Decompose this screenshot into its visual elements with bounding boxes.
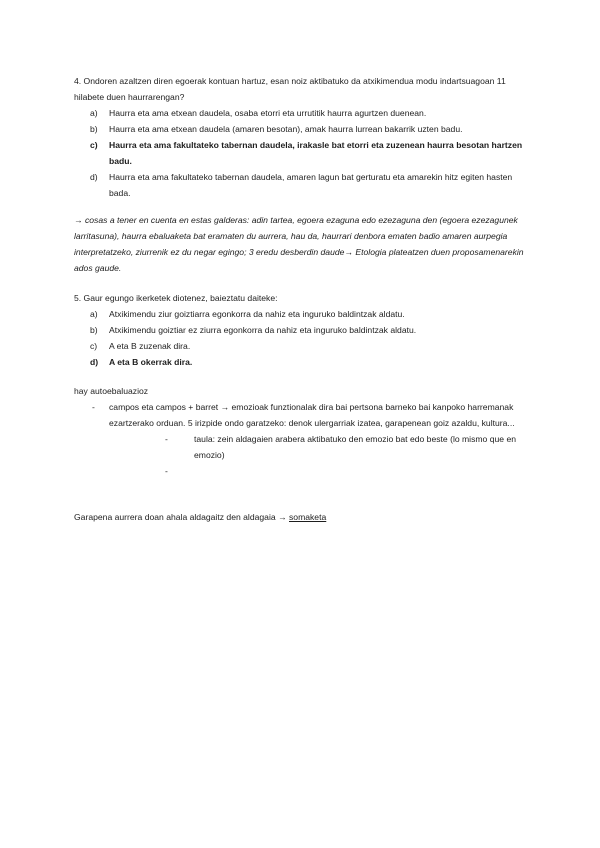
list-item: [74, 121, 534, 137]
list-item-correct: [74, 354, 534, 370]
question-4-title: 4. Ondoren azaltzen diren egoerak kontuan hartuz, esan noiz aktibatuko da atxikimendua modu indartsuagoan 11 hilabete duen haurrarengan?: [74, 76, 506, 102]
sub-list: [109, 431, 534, 479]
dash-bullet: -: [165, 466, 168, 476]
question-4-options: [74, 105, 534, 201]
option-text: A eta B okerrak dira.: [109, 357, 193, 367]
option-text: A eta B zuzenak dira.: [109, 341, 191, 351]
somaketa-link[interactable]: somaketa: [289, 512, 327, 522]
note-paragraph: → cosas a tener en cuenta en estas galderas: adin tartea, egoera ezaguna edo ezezaguna den (egoera ezezagunek larritasuna), haurra ebaluaketa bat eramaten du aurrera, hau da, haurrari denbora ematen badio amaren aurpegia interpretatzeko, ziurrenik ez du negar egingo; 3 eredu desberdin daude→ Etologia plateatzen duen proposamenarekin ados gaude.: [74, 215, 524, 273]
option-text: Haurra eta ama etxean daudela, osaba etorri eta urrutitik haurra agurtzen duenean.: [109, 108, 427, 118]
sub-list-item: [109, 463, 534, 479]
list-item: [74, 322, 534, 338]
option-label: c): [90, 341, 98, 351]
list-item: [74, 105, 534, 121]
option-text: Atxikimendu ziur goiztiarra egonkorra da nahiz eta inguruko baldintzak aldatu.: [109, 309, 405, 319]
dash-bullet: -: [165, 434, 168, 444]
question-5-title: 5. Gaur egungo ikerketek diotenez, baieztatu daiteke:: [74, 293, 278, 303]
option-label: b): [90, 325, 98, 335]
final-text: Garapena aurrera doan ahala aldagaitz den aldagaia →: [74, 512, 289, 522]
option-label: a): [90, 108, 98, 118]
list-item: [74, 306, 534, 322]
sub-item-text: [157, 463, 534, 479]
option-text: Haurra eta ama etxean daudela (amaren besotan), amak haurra lurrean bakarrik uzten badu.: [109, 124, 463, 134]
list-item: [74, 399, 534, 479]
option-label: d): [90, 357, 99, 367]
option-label: a): [90, 309, 98, 319]
sub-list-item: [109, 431, 534, 463]
list-item: [74, 169, 534, 201]
autoebaluazioa-list: [74, 399, 534, 479]
final-line: [74, 509, 534, 525]
option-text: Haurra eta ama fakultateko tabernan daudela, amaren lagun bat gerturatu eta amarekin hitz egiten hasten bada.: [109, 172, 513, 198]
option-label: b): [90, 124, 98, 134]
option-text: Haurra eta ama fakultateko tabernan daudela, irakasle bat etorri eta zuzenean haurra besotan hartzen badu.: [109, 140, 523, 166]
list-item-correct: [74, 137, 534, 169]
dash-bullet: -: [92, 402, 95, 412]
sub-item-text: taula: zein aldagaien arabera aktibatuko den emozio bat edo beste (lo mismo que en emozio): [194, 434, 516, 460]
list-item: [74, 338, 534, 354]
autoebaluazioa-heading: hay autoebaluazioz: [74, 386, 149, 396]
option-label: c): [90, 140, 98, 150]
option-label: d): [90, 172, 98, 182]
item-text: campos eta campos + barret → emozioak funztionalak dira bai pertsona barneko bai kanpoko harremanak ezartzerako orduan. 5 irizpide ondo garatzeko: denok ulergarriak izatea, garapenean goiz azaldu, kultura...: [109, 402, 515, 428]
question-5-options: [74, 306, 534, 370]
option-text: Atxikimendu goiztiar ez ziurra egonkorra da nahiz eta inguruko baldintzak aldatu.: [109, 325, 417, 335]
